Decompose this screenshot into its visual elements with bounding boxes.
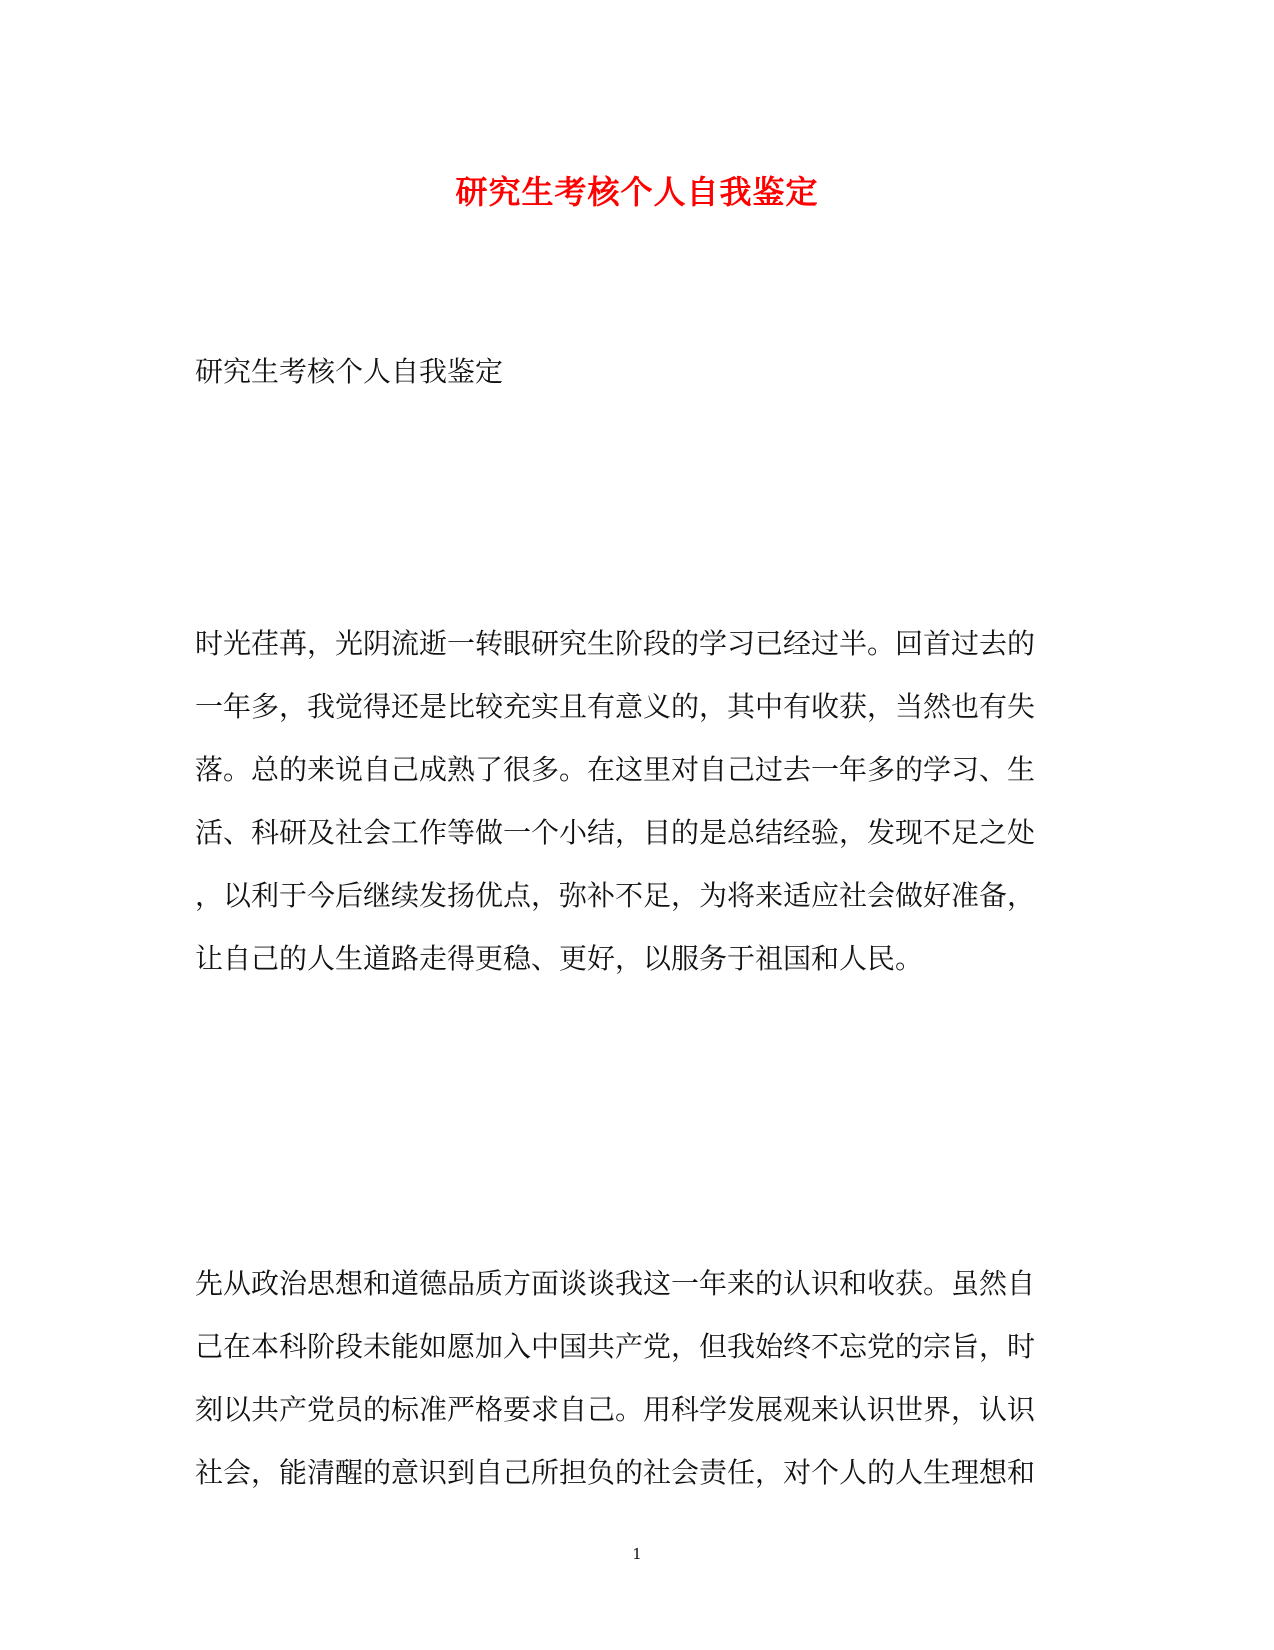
paragraph-line: 时光荏苒，光阴流逝一转眼研究生阶段的学习已经过半。回首过去的 xyxy=(195,627,1036,660)
paragraph-line: 社会，能清醒的意识到自己所担负的社会责任，对个人的人生理想和 xyxy=(195,1456,1036,1489)
paragraph-line: 落。总的来说自己成熟了很多。在这里对自己过去一年多的学习、生 xyxy=(195,753,1036,786)
document-title: 研究生考核个人自我鉴定 xyxy=(455,173,819,211)
paragraph-line: 活、科研及社会工作等做一个小结，目的是总结经验，发现不足之处 xyxy=(195,816,1036,849)
paragraph-line: 先从政治思想和道德品质方面谈谈我这一年来的认识和收获。虽然自 xyxy=(195,1267,1036,1300)
paragraph-line: 让自己的人生道路走得更稳、更好，以服务于祖国和人民。 xyxy=(195,942,924,975)
paragraph-line: ，以利于今后继续发扬优点，弥补不足，为将来适应社会做好准备， xyxy=(195,879,1036,912)
paragraph-line: 己在本科阶段未能如愿加入中国共产党，但我始终不忘党的宗旨，时 xyxy=(195,1330,1036,1363)
paragraph-line: 一年多，我觉得还是比较充实且有意义的，其中有收获，当然也有失 xyxy=(195,690,1036,723)
page-number: 1 xyxy=(632,1545,642,1563)
paragraph-politics xyxy=(195,1252,1075,1504)
paragraph-line: 刻以共产党员的标准严格要求自己。用科学发展观来认识世界，认识 xyxy=(195,1393,1036,1426)
document-subtitle: 研究生考核个人自我鉴定 xyxy=(195,355,504,388)
paragraph-intro xyxy=(195,612,1075,990)
